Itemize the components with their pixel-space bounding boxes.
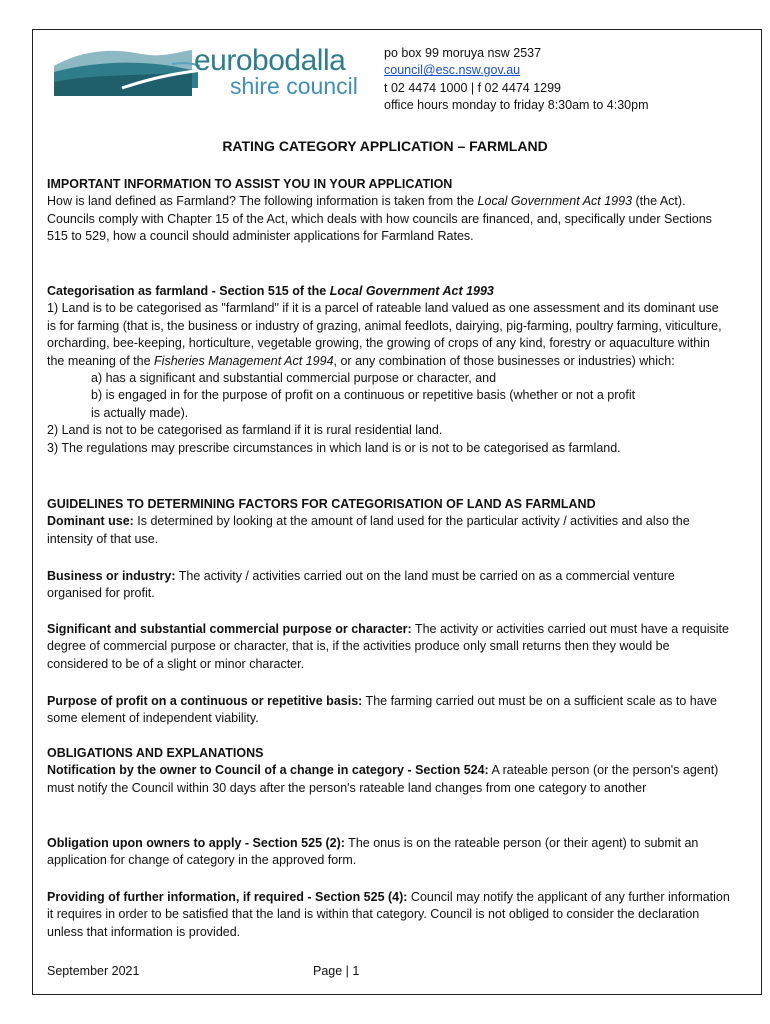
document-title: RATING CATEGORY APPLICATION – FARMLAND <box>222 138 548 154</box>
significant-paragraph: Significant and substantial commercial purpose or character: The activity or activities carried out must have a requisite degree of commercial purpose or character, that is, if the activities produce only small returns then they would be considered to be of a slight or minor character. <box>47 622 729 671</box>
categorisation-sub-a: a) has a significant and substantial commercial purpose or character, and <box>91 371 497 386</box>
categorisation-sub-b-continued: is actually made). <box>91 405 189 420</box>
categorisation-item-3: 3) The regulations may prescribe circumstances in which land is or is not to be categorised as farmland. <box>47 440 621 455</box>
guidelines-section <box>47 496 730 548</box>
obligations-section <box>47 745 730 797</box>
email-link[interactable]: council@esc.nsw.gov.au <box>384 63 521 78</box>
categorisation-section <box>47 283 730 457</box>
notification-paragraph: Notification by the owner to Council of a change in category - Section 524: A rateable person (or the person's agent) must notify the Council within 30 days after the person's rateable land changes from one category to another <box>47 763 719 795</box>
categorisation-heading: Categorisation as farmland - Section 515 of the Local Government Act 1993 <box>47 284 494 298</box>
obligations-heading: OBLIGATIONS AND EXPLANATIONS <box>47 746 264 760</box>
dominant-use-paragraph: Dominant use: Is determined by looking at the amount of land used for the particular activity / activities and also the intensity of that use. <box>47 514 690 546</box>
guidelines-heading: GUIDELINES TO DETERMINING FACTORS FOR CATEGORISATION OF LAND AS FARMLAND <box>47 497 596 511</box>
postal-address: po box 99 moruya nsw 2537 <box>384 46 542 60</box>
apply-paragraph: Obligation upon owners to apply - Section 525 (2): The onus is on the rateable person (or their agent) to submit an application for change of category in the approved form. <box>47 836 699 868</box>
footer-page-number: Page | 1 <box>313 964 360 978</box>
footer-date: September 2021 <box>47 964 140 978</box>
logo-wordmark-top: eurobodalla <box>194 44 346 77</box>
categorisation-item-1: 1) Land is to be categorised as "farmland" if it is a parcel of rateable land valued as one assessment and its dominant use is for farming (that is, the business or industry of grazing, animal feedlots, dairying, pig-farming, poultry farming, viticulture, orcharding, bee-keeping, horticulture, vegetable growing, the growing of crops of any kind, forestry or aquaculture within the meaning of the Fisheries Management Act 1994, or any combination of those businesses or industries) which: <box>47 301 722 368</box>
logo-wordmark-bottom: shire council <box>230 73 358 99</box>
contact-block <box>384 45 649 114</box>
office-hours: office hours monday to friday 8:30am to 4:30pm <box>384 97 649 112</box>
important-heading: IMPORTANT INFORMATION TO ASSIST YOU IN YOUR APPLICATION <box>47 177 453 191</box>
further-info-paragraph: Providing of further information, if required - Section 525 (4): Council may notify the applicant of any further information it requires in order to be satisfied that the land is within that category. Council is not obliged to consider the declaration unless that information is provided. <box>47 890 730 939</box>
important-info-section <box>47 176 730 246</box>
categorisation-sub-b: b) is engaged in for the purpose of profit on a continuous or repetitive basis (whether or not a profit <box>91 388 636 403</box>
important-paragraph: How is land defined as Farmland? The following information is taken from the Local Government Act 1993 (the Act). Councils comply with Chapter 15 of the Act, which deals with how councils are financed, and, specifically under Sections 515 to 529, how a council should administer applications for Farmland Rates. <box>47 194 712 244</box>
business-paragraph: Business or industry: The activity / activities carried out on the land must be carried on as a commercial venture organised for profit. <box>47 569 675 601</box>
phone-numbers: t 02 4474 1000 | f 02 4474 1299 <box>384 80 562 95</box>
purpose-paragraph: Purpose of profit on a continuous or repetitive basis: The farming carried out must be on a sufficient scale as to have some element of independent viability. <box>47 694 717 726</box>
categorisation-item-2: 2) Land is not to be categorised as farmland if it is rural residential land. <box>47 423 443 438</box>
